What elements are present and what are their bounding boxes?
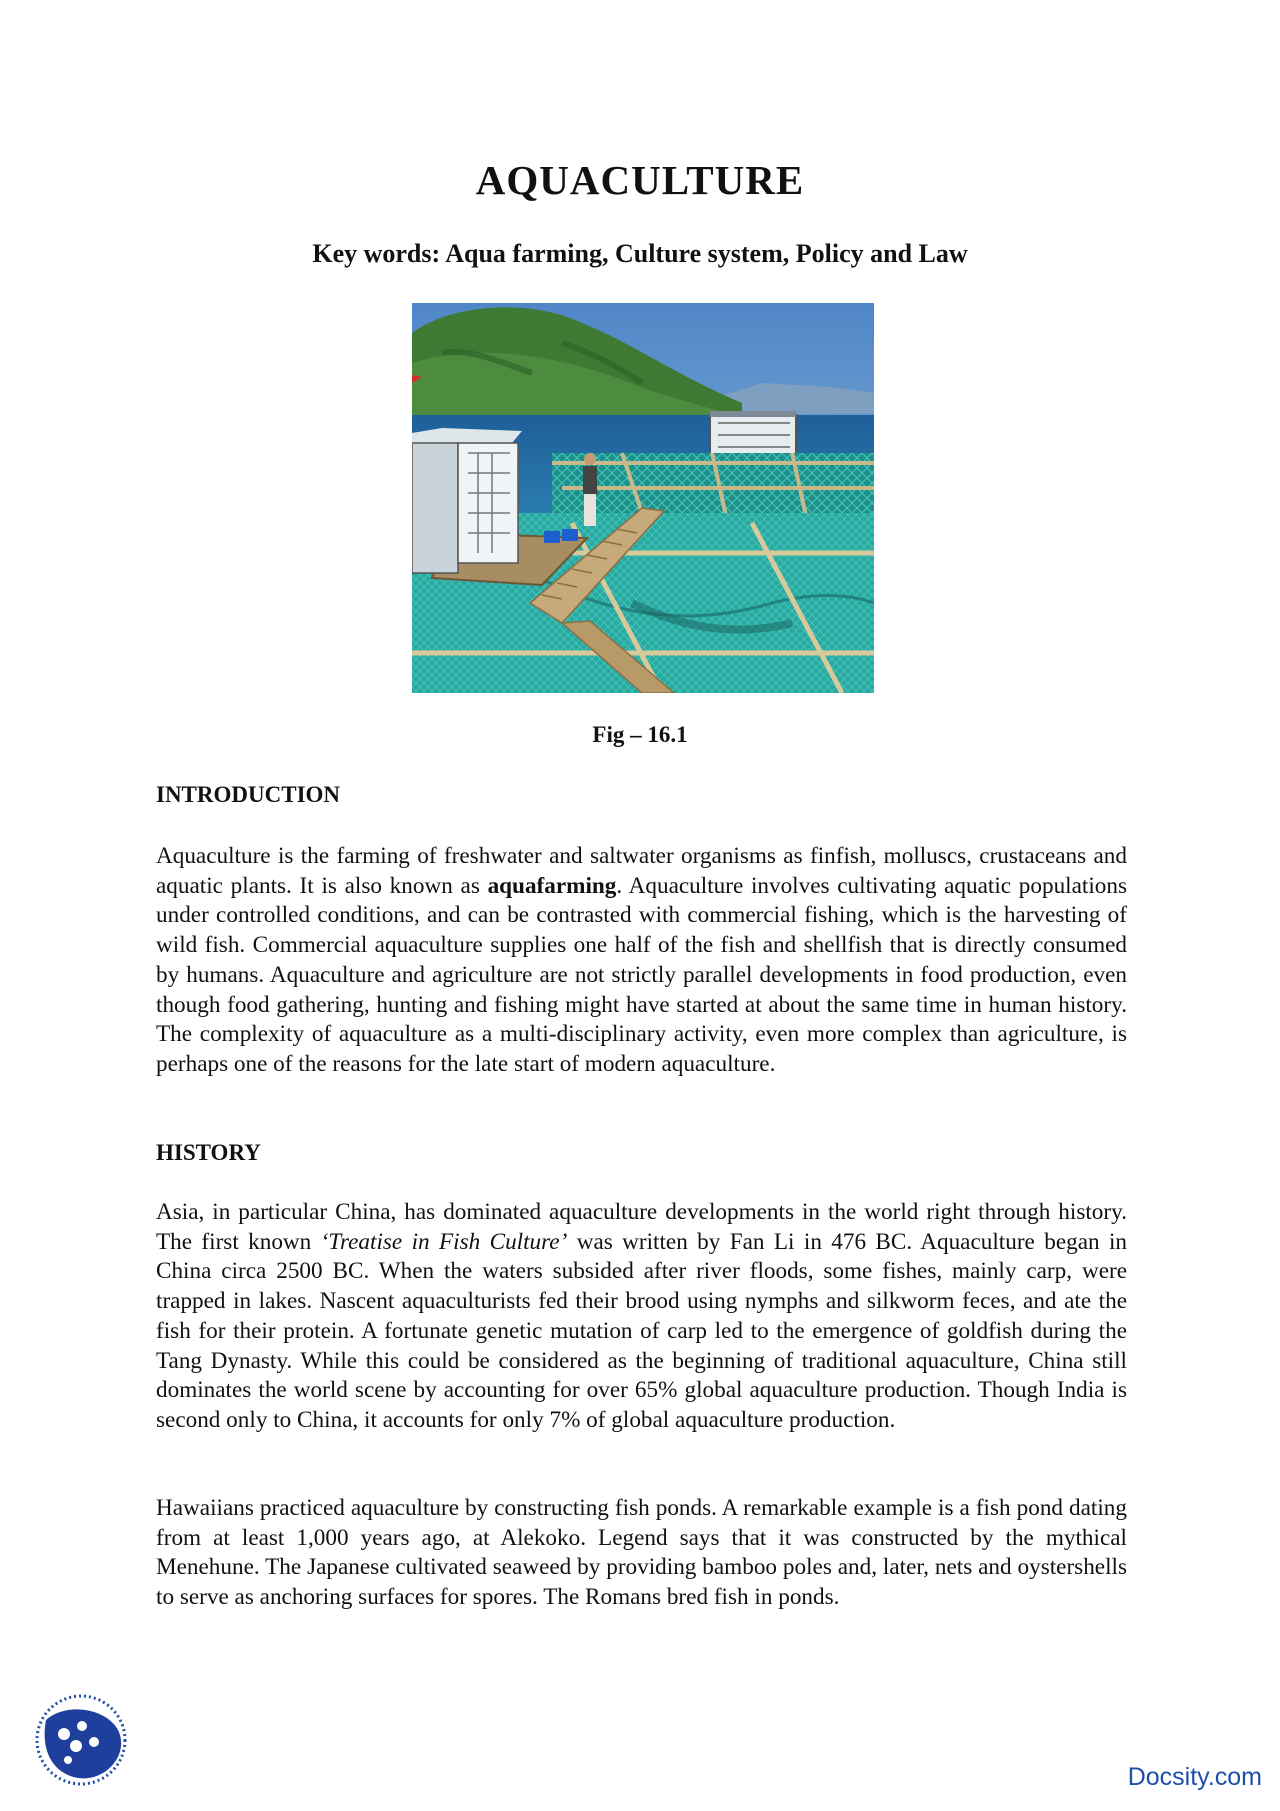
docsity-brand-link[interactable]: Docsity.com: [1127, 1763, 1262, 1791]
history-heading: HISTORY: [156, 1140, 261, 1165]
fish-farm-photo: [412, 303, 874, 693]
page-title: AQUACULTURE: [475, 157, 805, 203]
history-paragraph-2: Hawaiians practiced aquaculture by constructing fish ponds. A remarkable example is a fish pond dating from at least 1,000 years ago, at Alekoko. Legend says that it was constructed by the mythical Menehune. The Japanese cultivated seaweed by providing bamboo poles and, later, nets and oystershells to serve as anchoring surfaces for spores. The Romans bred fish in ponds.: [156, 1495, 1127, 1611]
introduction-paragraph: [156, 842, 1127, 1080]
figure-caption: Fig – 16.1: [592, 722, 688, 747]
introduction-text-start: Aquaculture is the farming of freshwater and saltwater organisms as finfish, molluscs, crustaceans and aquatic plants. It is also known as: [156, 843, 1127, 899]
treatise-title: ‘Treatise in Fish Culture’: [320, 1228, 568, 1255]
aquafarming-term: aquafarming: [487, 872, 617, 899]
introduction-text-end: . Aquaculture involves cultivating aquatic populations under controlled conditions, and can be contrasted with commercial fishing, which is the harvesting of wild fish. Commercial aquaculture supplies one half of the fish and shellfish that is directly consumed by humans. Aquaculture and agriculture are not strictly parallel developments in food production, even though food gathering, hunting and fishing might have started at about the same time in human history. The complexity of aquaculture as a multi-disciplinary activity, even more complex than agriculture, is perhaps one of the reasons for the late start of modern aquaculture.: [156, 872, 1127, 1077]
history-paragraph-1: [156, 1198, 1127, 1436]
introduction-heading: INTRODUCTION: [156, 782, 341, 807]
history-text-end: was written by Fan Li in 476 BC. Aquaculture began in China circa 2500 BC. When the waters subsided after river floods, some fishes, mainly carp, were trapped in lakes. Nascent aquaculturists fed their brood using nymphs and silkworm feces, and ate the fish for their protein. A fortunate genetic mutation of carp led to the emergence of goldfish during the Tang Dynasty. While this could be considered as the beginning of traditional aquaculture, China still dominates the world scene by accounting for over 65% global aquaculture production. Though India is second only to China, it accounts for only 7% of global aquaculture production.: [156, 1228, 1127, 1433]
keywords-line: Key words: Aqua farming, Culture system, Policy and Law: [312, 239, 968, 268]
history-text-start: Asia, in particular China, has dominated aquaculture developments in the world right through history. The first known: [156, 1199, 1127, 1255]
docsity-logo-icon[interactable]: [26, 1690, 136, 1790]
